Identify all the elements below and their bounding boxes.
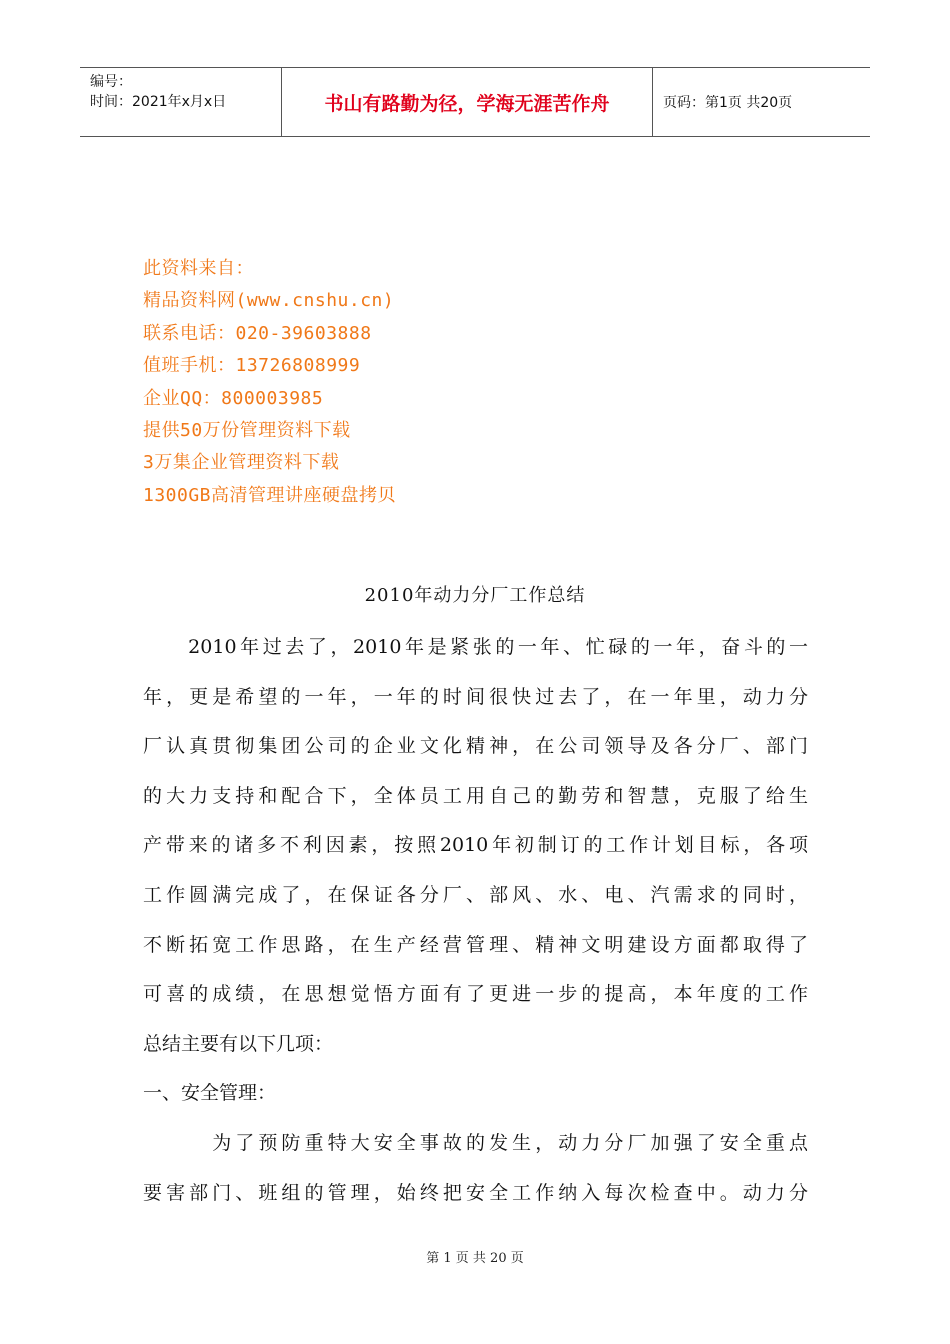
body-line: 为了预防重特大安全事故的发生，动力分厂加强了安全重点 xyxy=(143,1131,808,1154)
promo-line: 精品资料网(www.cnshu.cn) xyxy=(143,290,395,312)
body-line: 可喜的成绩，在思想觉悟方面有了更进一步的提高，本年度的工作 xyxy=(143,983,808,1006)
document-title: 2010年动力分厂工作总结 xyxy=(364,585,586,606)
time-label: 时间：2021年x月x日 xyxy=(90,94,227,110)
body-line: 2010年过去了，2010年是紧张的一年、忙碌的一年，奋斗的一 xyxy=(143,636,808,658)
document-body xyxy=(143,626,808,1221)
promo-line: 联系电话：020-39603888 xyxy=(143,322,372,344)
body-line: 年，更是希望的一年，一年的时间很快过去了，在一年里，动力分 xyxy=(143,685,808,708)
body-line: 要害部门、班组的管理，始终把安全工作纳入每次检查中。动力分 xyxy=(143,1181,808,1204)
page-footer: 第 1 页 共 20 页 xyxy=(426,1251,524,1266)
body-line: 工作圆满完成了，在保证各分厂、部风、水、电、汽需求的同时， xyxy=(143,883,808,906)
promo-line: 3万集企业管理资料下载 xyxy=(143,452,340,474)
section-heading: 一、安全管理： xyxy=(143,1082,277,1105)
promo-block xyxy=(143,253,396,512)
header-page-info: 页码：第1页 共20页 xyxy=(663,95,793,111)
promo-line: 1300GB高清管理讲座硬盘拷贝 xyxy=(143,484,397,506)
body-line: 厂认真贯彻集团公司的企业文化精神，在公司领导及各分厂、部门 xyxy=(143,735,808,758)
body-line: 产带来的诸多不利因素，按照2010年初制订的工作计划目标，各项 xyxy=(143,834,808,857)
body-line: 的大力支持和配合下，全体员工用自己的勤劳和智慧，克服了给生 xyxy=(143,784,808,807)
promo-line: 此资料来自： xyxy=(143,258,254,279)
promo-line: 提供50万份管理资料下载 xyxy=(143,419,351,441)
number-label: 编号： xyxy=(90,74,132,90)
body-line: 总结主要有以下几项： xyxy=(143,1032,334,1055)
header-meta xyxy=(80,68,281,136)
promo-line: 值班手机：13726808999 xyxy=(143,355,361,377)
promo-line: 企业QQ：800003985 xyxy=(143,387,324,409)
body-line: 不断拓宽工作思路，在生产经营管理、精神文明建设方面都取得了 xyxy=(143,933,808,956)
header-motto: 书山有路勤为径，学海无涯苦作舟 xyxy=(281,68,653,136)
page-header xyxy=(80,67,870,137)
